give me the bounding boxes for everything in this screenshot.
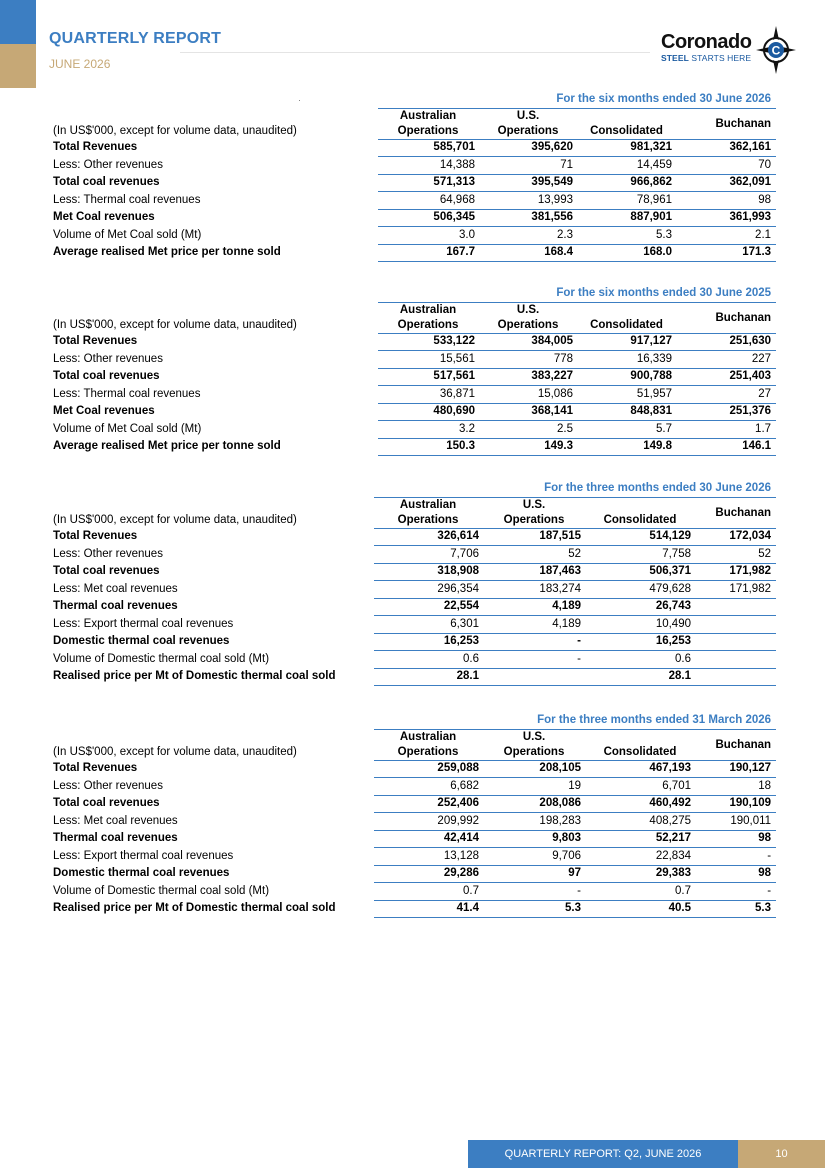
column-header-australian-line: Australian [399,498,457,511]
column-header-us [484,497,586,528]
row-value: 10,490 [586,616,696,634]
row-label: Domestic thermal coal revenues [53,635,230,648]
row-value [696,598,776,616]
row-value: 4,189 [484,598,586,616]
row-value: 5.3 [484,900,586,918]
table-row [50,438,776,456]
row-value: 5.3 [578,227,677,245]
row-value: 209,992 [374,813,484,831]
column-header-australian [374,729,484,760]
row-label: Less: Thermal coal revenues [53,387,201,400]
table-row [50,900,776,918]
row-value: 4,189 [484,616,586,634]
row-value: 6,701 [586,778,696,796]
row-value: 362,091 [677,174,776,192]
row-label: Total Revenues [53,762,138,775]
row-label: Less: Export thermal coal revenues [53,617,234,630]
logo-name: Coronado [661,31,752,53]
row-value: 3.2 [378,421,480,439]
row-value: 15,561 [378,351,480,369]
row-value: 533,122 [378,333,480,351]
row-value: 190,127 [696,760,776,778]
column-header-us-line: Operations [503,513,565,526]
company-logo [658,28,798,76]
column-header-us [484,729,586,760]
row-value: 171.3 [677,244,776,262]
column-header-us-line: U.S. [516,303,540,316]
row-value: 208,086 [484,795,586,813]
row-value: 395,549 [480,174,578,192]
row-value: 168.4 [480,244,578,262]
column-header-us-line: U.S. [522,498,546,511]
row-value: 9,706 [484,848,586,866]
row-value: 208,105 [484,760,586,778]
table-row [50,368,776,386]
row-label: Volume of Met Coal sold (Mt) [53,228,202,241]
row-value: 2.1 [677,227,776,245]
row-value: 70 [677,157,776,175]
row-value: 149.3 [480,438,578,456]
row-value: 251,376 [677,403,776,421]
row-value: 98 [696,830,776,848]
period-heading: For the three months ended 31 March 2026 [374,712,776,729]
revenue-table-3 [50,480,776,686]
table-row [50,865,776,883]
row-label: Less: Other revenues [53,779,163,792]
column-header-consolidated-text: Consolidated [603,513,677,526]
logo-tag-rest: STARTS HERE [688,53,752,63]
row-value: 13,128 [374,848,484,866]
revenue-table-1 [50,91,776,262]
row-value: 1.7 [677,421,776,439]
row-value: 251,630 [677,333,776,351]
table-row [50,651,776,669]
row-label: Total Revenues [53,141,138,154]
row-value: 41.4 [374,900,484,918]
period-heading: For the six months ended 30 June 2025 [378,285,776,302]
column-header-buchanan [677,302,776,333]
column-header-consolidated-text: Consolidated [603,745,677,758]
row-value: 0.7 [586,883,696,901]
table-row [50,421,776,439]
row-value: 252,406 [374,795,484,813]
row-value: - [696,848,776,866]
row-value: 480,690 [378,403,480,421]
row-value: 408,275 [586,813,696,831]
revenue-table-2 [50,285,776,456]
row-value: - [696,883,776,901]
table-row [50,795,776,813]
table-caption: (In US$'000, except for volume data, unaudited) [53,319,297,331]
row-value: 149.8 [578,438,677,456]
row-value [696,651,776,669]
revenue-table-4 [50,712,776,918]
column-header-consolidated [586,497,696,528]
row-value: - [484,883,586,901]
column-header-australian [374,497,484,528]
row-value: 2.5 [480,421,578,439]
row-value: 368,141 [480,403,578,421]
row-value: 16,253 [586,633,696,651]
row-value: 18 [696,778,776,796]
table-row [50,227,776,245]
column-header-australian-line: Australian [399,730,457,743]
column-header-australian-line: Operations [397,745,459,758]
row-value: 848,831 [578,403,677,421]
row-value: 326,614 [374,528,484,546]
row-value: 7,706 [374,546,484,564]
table-row [50,830,776,848]
row-value: 36,871 [378,386,480,404]
row-label: Realised price per Mt of Domestic thermal coal sold [53,902,336,915]
row-label: Total Revenues [53,335,138,348]
row-value: 5.7 [578,421,677,439]
row-value: 13,993 [480,192,578,210]
row-value: 585,701 [378,139,480,157]
column-header-us-line: Operations [503,745,565,758]
row-label: Thermal coal revenues [53,832,178,845]
row-label: Less: Other revenues [53,547,163,560]
table-row [50,528,776,546]
row-value: - [484,651,586,669]
row-value: 467,193 [586,760,696,778]
table-row [50,333,776,351]
footer-label: QUARTERLY REPORT: Q2, JUNE 2026 [468,1140,738,1168]
row-value: 361,993 [677,209,776,227]
row-value: 42,414 [374,830,484,848]
row-value: 16,253 [374,633,484,651]
svg-text:C: C [771,43,781,58]
row-value: 187,515 [484,528,586,546]
row-value: 479,628 [586,581,696,599]
row-value: 506,371 [586,563,696,581]
period-heading: For the six months ended 30 June 2026 [378,91,776,108]
column-header-buchanan [677,108,776,139]
table-row [50,351,776,369]
row-value: 98 [677,192,776,210]
row-value: 259,088 [374,760,484,778]
row-value: 28.1 [586,668,696,686]
row-value: 0.7 [374,883,484,901]
row-value: 52 [696,546,776,564]
row-value: 384,005 [480,333,578,351]
row-value: 251,403 [677,368,776,386]
table-row [50,813,776,831]
table-row [50,778,776,796]
row-value: 917,127 [578,333,677,351]
row-value: 14,459 [578,157,677,175]
column-header-australian-line: Operations [397,513,459,526]
row-label: Total coal revenues [53,176,160,189]
row-value: 198,283 [484,813,586,831]
row-value: 900,788 [578,368,677,386]
row-label: Met Coal revenues [53,211,155,224]
table-caption: (In US$'000, except for volume data, unaudited) [53,125,297,137]
row-value: 9,803 [484,830,586,848]
table-row [50,209,776,227]
table-row [50,174,776,192]
row-value: 571,313 [378,174,480,192]
column-header-consolidated-text: Consolidated [590,124,663,137]
column-header-consolidated-text: Consolidated [590,318,663,331]
table-row [50,157,776,175]
logo-tagline [661,53,751,63]
row-label: Thermal coal revenues [53,600,178,613]
row-value: 517,561 [378,368,480,386]
column-header-us-line: Operations [497,318,559,331]
row-value: 0.6 [374,651,484,669]
row-value: 318,908 [374,563,484,581]
table-row [50,546,776,564]
column-header-australian [378,108,480,139]
table-row [50,403,776,421]
row-value: 887,901 [578,209,677,227]
row-value: 6,301 [374,616,484,634]
row-value: 168.0 [578,244,677,262]
table-caption: (In US$'000, except for volume data, unaudited) [53,514,297,526]
row-value: - [484,633,586,651]
row-label: Less: Export thermal coal revenues [53,849,234,862]
row-value: 227 [677,351,776,369]
row-value: 183,274 [484,581,586,599]
column-header-australian-line: Operations [397,318,459,331]
row-value: 190,011 [696,813,776,831]
period-heading: For the three months ended 30 June 2026 [374,480,776,497]
row-value [696,668,776,686]
column-header-australian-line: Australian [399,109,457,122]
table-row [50,848,776,866]
row-value [484,668,586,686]
table-row [50,563,776,581]
row-value: 29,383 [586,865,696,883]
column-header-buchanan [696,497,776,528]
header-divider [180,52,650,53]
row-value: 14,388 [378,157,480,175]
report-date: JUNE 2026 [49,57,111,71]
row-label: Total coal revenues [53,370,160,383]
column-header-australian-line: Australian [399,303,457,316]
table-row [50,668,776,686]
row-value: 187,463 [484,563,586,581]
corner-accent-blue [0,0,36,44]
row-value: 22,554 [374,598,484,616]
row-label: Total coal revenues [53,565,160,578]
row-label: Less: Other revenues [53,158,163,171]
column-header-australian [378,302,480,333]
table-caption: (In US$'000, except for volume data, unaudited) [53,746,297,758]
row-value: 29,286 [374,865,484,883]
row-value [696,633,776,651]
row-label: Volume of Met Coal sold (Mt) [53,422,202,435]
table-row [50,633,776,651]
row-label: Total coal revenues [53,797,160,810]
corner-accent-tan [0,44,36,88]
row-value: 190,109 [696,795,776,813]
row-label: Met Coal revenues [53,405,155,418]
row-value: 506,345 [378,209,480,227]
row-label: Less: Thermal coal revenues [53,193,201,206]
row-value: 460,492 [586,795,696,813]
row-value: 514,129 [586,528,696,546]
row-label: Average realised Met price per tonne sold [53,246,281,259]
row-value: 395,620 [480,139,578,157]
table-row [50,139,776,157]
column-header-australian-line: Operations [397,124,459,137]
row-label: Realised price per Mt of Domestic thermal coal sold [53,670,336,683]
row-value: 778 [480,351,578,369]
logo-tag-bold: STEEL [661,53,689,63]
column-header-buchanan [696,729,776,760]
row-label: Domestic thermal coal revenues [53,867,230,880]
column-header-buchanan-text: Buchanan [715,738,772,751]
row-value: 71 [480,157,578,175]
row-value: 64,968 [378,192,480,210]
column-header-us [480,108,578,139]
column-header-buchanan-text: Buchanan [715,117,772,130]
column-header-buchanan-text: Buchanan [715,311,772,324]
row-value: 78,961 [578,192,677,210]
row-value: 7,758 [586,546,696,564]
row-label: Average realised Met price per tonne sold [53,440,281,453]
row-label: Volume of Domestic thermal coal sold (Mt) [53,652,270,665]
row-value: 362,161 [677,139,776,157]
table-row [50,616,776,634]
table-row [50,883,776,901]
row-value: 383,227 [480,368,578,386]
row-value: 28.1 [374,668,484,686]
report-title: QUARTERLY REPORT [49,30,222,47]
column-header-buchanan-text: Buchanan [715,506,771,519]
row-value: 167.7 [378,244,480,262]
row-value: 6,682 [374,778,484,796]
row-value: 27 [677,386,776,404]
row-value: 3.0 [378,227,480,245]
row-value: 171,982 [696,581,776,599]
row-value: 16,339 [578,351,677,369]
column-header-us-line: U.S. [522,730,546,743]
row-value: 51,957 [578,386,677,404]
row-value: 15,086 [480,386,578,404]
row-label: Volume of Domestic thermal coal sold (Mt) [53,884,270,897]
row-value: 381,556 [480,209,578,227]
table-row [50,581,776,599]
row-value [696,616,776,634]
column-header-consolidated [586,729,696,760]
column-header-us-line: Operations [497,124,559,137]
row-value: 26,743 [586,598,696,616]
column-header-us-line: U.S. [516,109,540,122]
row-value: 22,834 [586,848,696,866]
row-label: Total Revenues [53,530,138,543]
row-value: 966,862 [578,174,677,192]
row-value: 171,982 [696,563,776,581]
row-value: 150.3 [378,438,480,456]
row-value: 0.6 [586,651,696,669]
row-value: 98 [696,865,776,883]
row-value: 296,354 [374,581,484,599]
compass-icon [756,26,796,74]
row-label: Less: Other revenues [53,352,163,365]
row-value: 981,321 [578,139,677,157]
table-row [50,244,776,262]
row-label: Less: Met coal revenues [53,814,178,827]
page-number: 10 [738,1140,825,1168]
row-value: 97 [484,865,586,883]
row-value: 19 [484,778,586,796]
table-row [50,598,776,616]
table-row [50,386,776,404]
row-value: 5.3 [696,900,776,918]
table-row [50,192,776,210]
row-value: 146.1 [677,438,776,456]
row-value: 52,217 [586,830,696,848]
table-row [50,760,776,778]
row-value: 52 [484,546,586,564]
column-header-consolidated [578,302,677,333]
row-value: 2.3 [480,227,578,245]
row-value: 40.5 [586,900,696,918]
column-header-us [480,302,578,333]
row-label: Less: Met coal revenues [53,582,178,595]
row-value: 172,034 [696,528,776,546]
column-header-consolidated [578,108,677,139]
